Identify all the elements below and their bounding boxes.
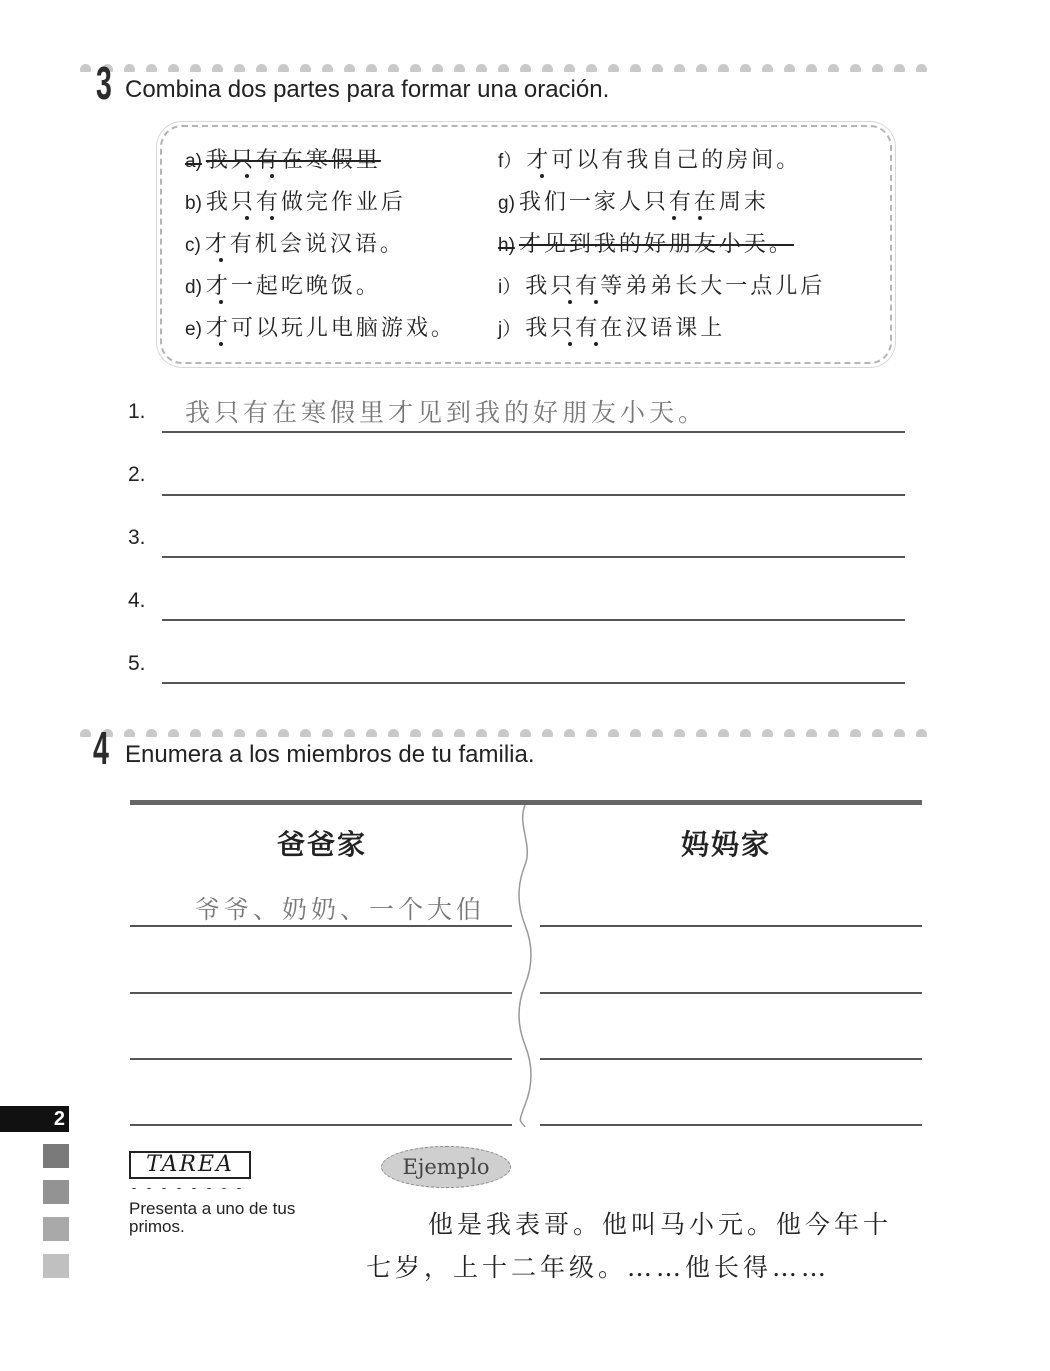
- ejemplo-label: Ejemplo: [402, 1155, 490, 1179]
- column-header-mother-family: 妈妈家: [681, 828, 772, 861]
- emphasis-dot: [540, 174, 544, 178]
- emphasis-dot: [594, 300, 598, 304]
- phrase-item: j） 我只有在汉语课上: [498, 316, 726, 341]
- phrase-item: c) 才有机会说汉语。: [185, 232, 405, 257]
- phrase-item: d) 才一起吃晚饭。: [185, 274, 381, 299]
- emphasis-dot: [568, 300, 572, 304]
- exercise-number: 4: [93, 722, 109, 774]
- side-block: [43, 1254, 69, 1278]
- side-block: [43, 1144, 69, 1168]
- example-text-line-1: 他是我表哥。他叫马小元。他今年十: [428, 1210, 893, 1239]
- tarea-dots: [131, 1181, 255, 1189]
- family-line[interactable]: [130, 992, 512, 994]
- tarea-title: TAREA: [146, 1152, 234, 1177]
- exercise-number: 3: [96, 57, 112, 109]
- emphasis-dot: [672, 216, 676, 220]
- emphasis-dot: [698, 216, 702, 220]
- exercise-instruction: Combina dos partes para formar una oración.: [125, 76, 610, 103]
- family-line[interactable]: [130, 925, 512, 927]
- answer-number: 2.: [128, 463, 146, 486]
- family-line[interactable]: [540, 1124, 922, 1126]
- answer-number: 3.: [128, 526, 146, 549]
- family-line[interactable]: [130, 1124, 512, 1126]
- ejemplo-badge: [381, 1146, 511, 1188]
- answer-line[interactable]: [162, 494, 905, 496]
- phrase-item: f） 才可以有我自己的房间。: [498, 148, 802, 173]
- answer-line[interactable]: [162, 682, 905, 684]
- phrase-item: i） 我只有等弟弟长大一点儿后: [498, 274, 826, 299]
- answer-number: 1.: [128, 400, 146, 423]
- answer-line[interactable]: [162, 431, 905, 433]
- family-line[interactable]: [540, 992, 922, 994]
- family-line[interactable]: [540, 1058, 922, 1060]
- answer-number: 5.: [128, 652, 146, 675]
- answer-number: 4.: [128, 589, 146, 612]
- emphasis-dot: [219, 342, 223, 346]
- emphasis-dot: [568, 342, 572, 346]
- emphasis-dot: [219, 300, 223, 304]
- emphasis-dot: [245, 174, 249, 178]
- column-divider: [515, 805, 535, 1127]
- phrase-item: e) 才可以玩儿电脑游戏。: [185, 316, 456, 341]
- phrase-item: g) 我们一家人只有在周末: [498, 190, 769, 215]
- emphasis-dot: [270, 174, 274, 178]
- family-line[interactable]: [130, 1058, 512, 1060]
- phrase-item: b) 我只有做完作业后: [185, 190, 406, 215]
- example-text-line-2: 七岁，上十二年级。……他长得……: [366, 1253, 831, 1282]
- answer-line[interactable]: [162, 556, 905, 558]
- sample-family-list: 爷爷、奶奶、一个大伯: [195, 895, 486, 924]
- emphasis-dot: [219, 258, 223, 262]
- emphasis-dot: [594, 342, 598, 346]
- page-tab: [0, 1106, 69, 1132]
- phrase-item: h) 才见到我的好朋友小天。: [498, 232, 794, 257]
- emphasis-dot: [270, 216, 274, 220]
- tarea-text: Presenta a uno de tus primos.: [129, 1199, 296, 1236]
- phrase-item: a) 我只有在寒假里: [185, 148, 381, 173]
- family-line[interactable]: [540, 925, 922, 927]
- exercise-instruction: Enumera a los miembros de tu familia.: [125, 741, 535, 768]
- sample-answer: 我只有在寒假里才见到我的好朋友小天。: [185, 398, 708, 427]
- column-header-father-family: 爸爸家: [277, 828, 368, 861]
- section-divider-dots: [80, 62, 930, 72]
- answer-line[interactable]: [162, 619, 905, 621]
- emphasis-dot: [245, 216, 249, 220]
- tarea-badge: [129, 1151, 251, 1179]
- side-block: [43, 1217, 69, 1241]
- section-divider-dots: [80, 727, 930, 737]
- page-tab-number: 2: [53, 1108, 65, 1130]
- side-block: [43, 1180, 69, 1204]
